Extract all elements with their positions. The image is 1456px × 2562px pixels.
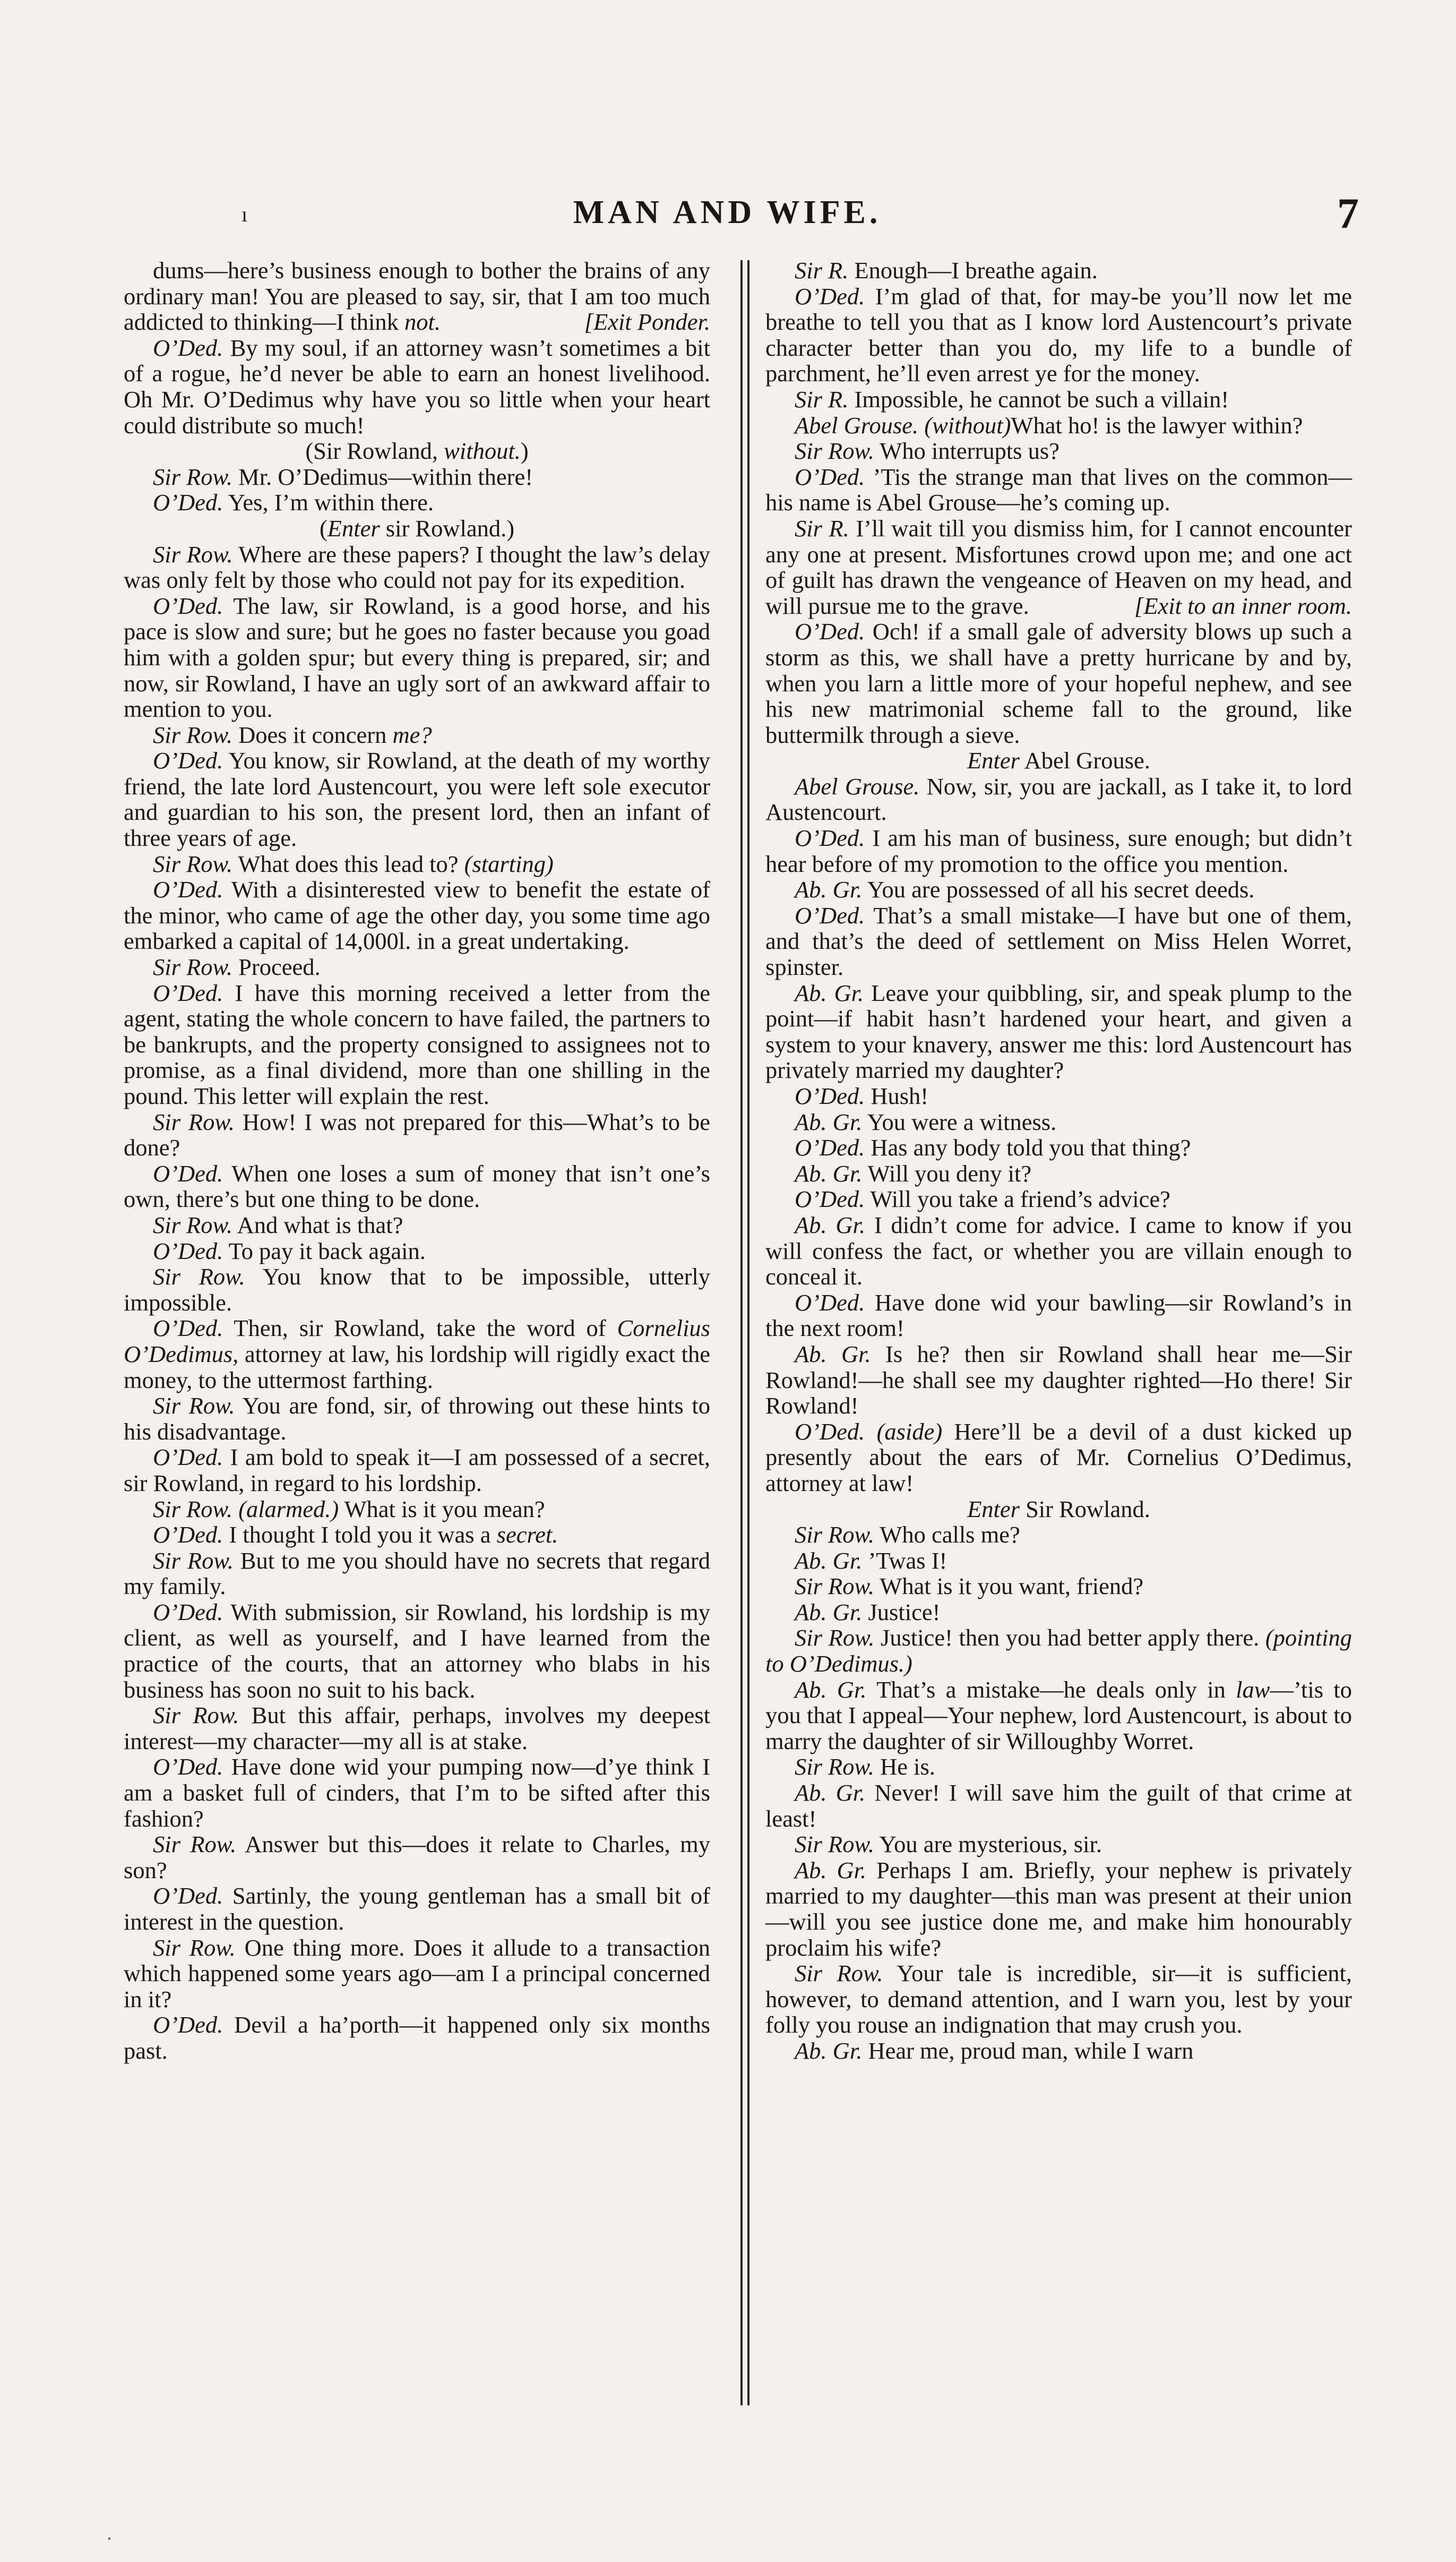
line-text-rest: Here’ll be a devil of a dust kicked up presently about the ears of Mr. Cornelius O’Dedimus, attorney at law!	[765, 1418, 1352, 1496]
right-column	[765, 258, 1352, 2064]
dialogue-line	[765, 1135, 1352, 1161]
speaker-name: Ab. Gr.	[795, 1340, 871, 1367]
dialogue-line	[765, 1083, 1352, 1109]
line-text: What is it you want, friend?	[880, 1573, 1144, 1600]
speaker-name: O’Ded.	[153, 979, 223, 1006]
exit-direction: [Exit Ponder.	[584, 309, 710, 336]
speaker-name: Ab. Gr.	[795, 1160, 863, 1187]
speaker-name: Sir Row.	[153, 1495, 232, 1522]
dialogue-line	[765, 258, 1352, 284]
dialogue-line	[124, 490, 710, 516]
line-text: I have this morning received a letter from the agent, stating the whole concern to have failed, the partners to be bankrupts, and the property consigned to assignees not to promise, as a final dividend, more than one shilling in the pound. This letter will explain the rest.	[124, 979, 710, 1109]
dialogue-line	[765, 1419, 1352, 1496]
exit-direction: [Exit to an inner room.	[1134, 592, 1352, 619]
dialogue-line	[765, 387, 1352, 413]
line-text: And what is that?	[237, 1211, 403, 1238]
dialogue-line	[765, 1212, 1352, 1290]
italic-text: Enter	[327, 515, 380, 542]
speaker-name: Sir Row.	[795, 1573, 874, 1600]
speaker-name: O’Ded.	[795, 1186, 865, 1213]
dialogue-line	[765, 1573, 1352, 1599]
speaker-name: Ab. Gr.	[795, 1108, 863, 1135]
speaker-name: Sir R.	[795, 385, 849, 413]
dialogue-line	[765, 1186, 1352, 1212]
speaker-name: Sir Row.	[795, 1624, 875, 1651]
speaker-name: O’Ded.	[153, 1598, 223, 1625]
speaker-name: Sir Row.	[153, 850, 232, 877]
line-text: He is.	[880, 1753, 935, 1780]
line-text: Does it concern	[238, 721, 393, 748]
line-text: With submission, sir Rowland, his lordship is my client, as well as yourself, and I have learned from the practice of the courts, that an attorney who blabs in his business has soon no suit to his back.	[124, 1598, 711, 1703]
line-text: Now, sir, you are jackall, as I take it, to lord Austencourt.	[765, 773, 1352, 826]
speaker-name: Ab. Gr.	[795, 1856, 867, 1883]
line-text: dums—here’s business enough to bother the brains of any ordinary man! You are pleased to say, sir, that I am too much addicted to thinking—I think	[124, 257, 710, 336]
italic-text: Enter	[967, 747, 1020, 774]
line-text: I’ll wait till you dismiss him, for I cannot encounter any one at present. Misfortunes crowd upon me; and one act of guilt has drawn the vengeance of Heaven on my head, and will pursue me to the grave.	[765, 515, 1352, 619]
line-text-rest: Sir Rowland.	[1019, 1495, 1150, 1522]
line-text: When one loses a sum of money that isn’t one’s own, there’s but one thing to be done.	[124, 1160, 710, 1213]
line-text: Impossible, he cannot be such a villain!	[854, 385, 1229, 413]
line-text: You were a witness.	[867, 1108, 1057, 1135]
dialogue-line	[124, 1548, 710, 1599]
speaker-name: Ab. Gr.	[795, 876, 863, 903]
speaker-name: O’Ded.	[795, 825, 865, 852]
speaker-name: O’Ded.	[153, 1315, 223, 1342]
speaker-name: Ab. Gr.	[795, 1779, 866, 1806]
italic-text: Cornelius O’Dedimus,	[124, 1315, 710, 1367]
dialogue-line	[765, 1599, 1352, 1625]
dialogue-line	[124, 542, 710, 593]
italic-text: without.	[444, 438, 521, 465]
dialogue-line	[765, 1780, 1352, 1831]
line-text: Will you deny it?	[867, 1160, 1032, 1187]
line-text: Mr. O’Dedimus—within there!	[238, 463, 533, 490]
speaker-name: Ab. Gr.	[795, 2037, 863, 2064]
line-text: Leave your quibbling, sir, and speak plump to the point—if habit hasn’t hardened your heart, and given a system to your knavery, answer me this: lord Austencourt has privately married my daughter?	[765, 979, 1352, 1084]
dialogue-line	[765, 413, 1352, 439]
dialogue-line	[765, 877, 1352, 903]
speaker-name: Ab. Gr.	[795, 1676, 867, 1703]
line-text: That’s a mistake—he deals only in	[876, 1676, 1236, 1703]
dialogue-line	[124, 1212, 710, 1238]
speaker-name: O’Ded.	[153, 2011, 223, 2038]
line-text-close: )	[520, 438, 529, 465]
italic-text: secret.	[496, 1521, 558, 1548]
line-text: (Sir Rowland,	[305, 438, 444, 465]
speaker-name: Sir R.	[795, 257, 849, 284]
dialogue-line	[765, 903, 1352, 980]
dialogue-line	[765, 2038, 1352, 2064]
line-text: Proceed.	[238, 954, 321, 981]
line-text: That’s a small mistake—I have but one of them, and that’s the deed of settlement on Miss Helen Worret, spinster.	[765, 902, 1352, 981]
speaker-name: Sir Row.	[795, 1753, 874, 1780]
stage-direction	[124, 516, 710, 542]
line-text-rest: What is it you mean?	[339, 1495, 545, 1522]
line-text: ’Twas I!	[868, 1547, 947, 1574]
speaker-name: O’Ded.	[795, 902, 865, 929]
line-text: Have done wid your bawling—sir Rowland’s in the next room!	[765, 1289, 1352, 1342]
italic-text: (starting)	[464, 850, 554, 877]
speaker-name: Abel Grouse.	[795, 412, 919, 439]
line-text: I am his man of business, sure enough; but didn’t hear before of my promotion to the office you mention.	[765, 825, 1352, 877]
dialogue-line	[124, 1935, 710, 2012]
stage-direction	[765, 1496, 1352, 1522]
dialogue-line	[124, 2012, 710, 2063]
line-text: One thing more. Does it allude to a transaction which happened some years ago—am I a principal concerned in it?	[124, 1934, 710, 2012]
dialogue-line	[765, 1960, 1352, 2038]
speaker-name: O’Ded.	[795, 463, 865, 490]
dialogue-line	[124, 258, 710, 335]
speaker-name: Sir Row.	[153, 1263, 245, 1290]
dialogue-line	[124, 1238, 710, 1264]
line-text: You are fond, sir, of throwing out these hints to his disadvantage.	[124, 1392, 711, 1445]
stage-direction	[124, 438, 710, 464]
line-text: Sartinly, the young gentleman has a small bit of interest in the question.	[124, 1882, 710, 1935]
dialogue-line	[124, 954, 710, 980]
dialogue-line	[124, 1264, 710, 1315]
speaker-name: Sir Row.	[153, 463, 232, 490]
dialogue-line	[124, 1444, 710, 1496]
speaker-name: O’Ded.	[795, 1418, 865, 1445]
dialogue-line	[765, 1677, 1352, 1754]
dialogue-line	[124, 851, 710, 877]
speaker-name: Sir Row.	[153, 1547, 234, 1574]
line-text: With a disinterested view to benefit the estate of the minor, who came of age the other day, you some time ago embarked a capital of 14,000l. in a great undertaking.	[124, 876, 710, 955]
line-text: What does this lead to?	[238, 850, 464, 877]
dialogue-line	[765, 1341, 1352, 1419]
line-text: You know that to be impossible, utterly impossible.	[124, 1263, 710, 1316]
italic-text: Enter	[967, 1495, 1020, 1522]
speaker-name: O’Ded.	[153, 1521, 223, 1548]
dialogue-line	[765, 464, 1352, 516]
dialogue-line	[124, 748, 710, 851]
line-text: Perhaps I am. Briefly, your nephew is privately married to my daughter—this man was present at their union—will you see justice done me, and make him honourably proclaim his wife?	[765, 1856, 1352, 1961]
dialogue-line	[124, 877, 710, 954]
page-number: 7	[1337, 189, 1359, 237]
dialogue-line	[124, 1599, 710, 1702]
line-text-rest: Abel Grouse.	[1019, 747, 1150, 774]
dialogue-line	[124, 1522, 710, 1548]
dialogue-line	[765, 1831, 1352, 1857]
line-text: Who interrupts us?	[880, 438, 1059, 465]
line-text-rest: sir Rowland.)	[380, 515, 515, 542]
line-text: Have done wid your pumping now—d’ye think I am a basket full of cinders, that I’m to be sifted after this fashion?	[124, 1753, 710, 1832]
speaker-name: Sir Row.	[153, 954, 232, 981]
italic-text: (alarmed.)	[238, 1495, 339, 1522]
speaker-name: Ab. Gr.	[795, 979, 864, 1006]
speaker-name: Sir Row.	[153, 541, 233, 568]
dialogue-line	[765, 825, 1352, 877]
speaker-name: Sir Row.	[795, 1831, 874, 1858]
line-text: Justice! then you had better apply there.	[881, 1624, 1265, 1651]
speaker-name: Sir Row.	[795, 438, 874, 465]
speaker-name: Sir Row.	[153, 1392, 235, 1419]
dialogue-line	[765, 1290, 1352, 1341]
dialogue-line	[765, 1625, 1352, 1676]
footer-mark: ·	[106, 2528, 113, 2549]
italic-text: me?	[392, 721, 432, 748]
line-text: I’m glad of that, for may-be you’ll now let me breathe to tell you that as I know lord Austencourt’s private character better than you do, my life to a bundle of parchment, he’ll even arrest ye for the money.	[765, 282, 1352, 387]
line-text: To pay it back again.	[228, 1237, 426, 1264]
line-text: Is he? then sir Rowland shall hear me—Sir Rowland!—he shall see my daughter righted—Ho there! Sir Rowland!	[765, 1340, 1352, 1419]
line-text: But to me you should have no secrets that regard my family.	[124, 1547, 710, 1600]
line-text: Hush!	[871, 1083, 929, 1109]
speaker-name: O’Ded.	[795, 1134, 865, 1161]
line-text: But this affair, perhaps, involves my deepest interest—my character—my all is at stake.	[124, 1702, 710, 1754]
speaker-name: O’Ded.	[153, 1882, 223, 1909]
line-text: Answer but this—does it relate to Charles, my son?	[124, 1831, 711, 1883]
speaker-name: O’Ded.	[153, 747, 223, 774]
speaker-name: Sir Row.	[153, 1702, 239, 1729]
line-text: The law, sir Rowland, is a good horse, and his pace is slow and sure; but he goes no faster because you goad him with a golden spur; but every thing is prepared, sir; and now, sir Rowland, I have an ugly sort of an awkward affair to mention to you.	[124, 592, 710, 723]
line-text: Justice!	[868, 1598, 941, 1625]
dialogue-line	[124, 1883, 710, 1934]
speaker-name: Ab. Gr.	[795, 1547, 863, 1574]
line-text-rest: What ho! is the lawyer within?	[1011, 412, 1303, 439]
stage-direction	[765, 748, 1352, 774]
speaker-name: Sir Row.	[153, 1831, 237, 1858]
dialogue-line	[765, 284, 1352, 387]
line-text: I didn’t come for advice. I came to know if you will confess the fact, or whether you are villain enough to conceal it.	[765, 1211, 1352, 1290]
dialogue-line	[124, 722, 710, 748]
line-text: Devil a ha’porth—it happened only six months past.	[124, 2011, 710, 2064]
line-text: How! I was not prepared for this—What’s to be done?	[124, 1108, 710, 1161]
line-text: Your tale is incredible, sir—it is sufficient, however, to demand attention, and I warn you, lest by your folly you rouse an indignation that may crush you.	[765, 1960, 1352, 2038]
speaker-name: O’Ded.	[153, 1160, 223, 1187]
speaker-name: Sir Row.	[795, 1521, 874, 1548]
column-rule-right	[747, 260, 749, 2405]
dialogue-line	[765, 438, 1352, 464]
page-header	[96, 188, 1359, 247]
speaker-name: O’Ded.	[153, 1753, 223, 1780]
italic-text: (without)	[924, 412, 1011, 439]
speaker-name: Sir Row.	[153, 1108, 235, 1135]
line-text: Och! if a small gale of adversity blows up such a storm as this, we shall have a pretty hurricane by and by, when you larn a little more of your hopeful nephew, and see his new matrimonial scheme fall to the ground, like buttermilk through a sieve.	[765, 618, 1352, 748]
dialogue-line	[765, 1161, 1352, 1187]
dialogue-line	[765, 774, 1352, 825]
line-text: ’Tis the strange man that lives on the common—his name is Abel Grouse—he’s coming up.	[765, 463, 1352, 516]
italic-text: not.	[404, 309, 441, 336]
line-text: Never! I will save him the guilt of that crime at least!	[765, 1779, 1352, 1832]
line-text: (	[319, 515, 328, 542]
dialogue-line	[124, 1754, 710, 1831]
line-text: I thought I told you it was a	[229, 1521, 497, 1548]
speaker-name: Abel Grouse.	[795, 773, 920, 800]
line-text-rest: —’tis to you that I appeal—Your nephew, lord Austencourt, is about to marry the daughter of sir Willoughby Worret.	[765, 1676, 1352, 1754]
speaker-name: O’Ded.	[153, 1444, 223, 1471]
speaker-name: Sir Row.	[153, 1211, 232, 1238]
dialogue-line	[124, 1109, 710, 1161]
dialogue-line	[765, 1754, 1352, 1780]
line-text: Where are these papers? I thought the law’s delay was only felt by those who could not pay for its expedition.	[124, 541, 710, 594]
running-title: MAN AND WIFE.	[573, 194, 882, 230]
line-text: You are possessed of all his secret deeds.	[867, 876, 1255, 903]
speaker-name: O’Ded.	[153, 334, 223, 361]
speaker-name: O’Ded.	[795, 618, 865, 645]
speaker-name: O’Ded.	[153, 1237, 223, 1264]
line-text: You know, sir Rowland, at the death of my worthy friend, the late lord Austencourt, you were left sole executor and guardian to his son, the present lord, then an infant of three years of age.	[124, 747, 710, 852]
line-text: Who calls me?	[880, 1521, 1020, 1548]
speaker-name: O’Ded.	[795, 1083, 865, 1109]
left-column	[124, 258, 710, 2064]
dialogue-line	[124, 1161, 710, 1212]
italic-text: law	[1236, 1676, 1270, 1703]
speaker-name: Ab. Gr.	[795, 1598, 863, 1625]
italic-text: (aside)	[876, 1418, 943, 1445]
speaker-name: Sir Row.	[153, 1934, 236, 1961]
header-mark: ı	[242, 202, 248, 226]
dialogue-line	[124, 1831, 710, 1883]
column-rule-left	[740, 260, 743, 2405]
speaker-name: O’Ded.	[795, 1289, 865, 1316]
speaker-name: Sir Row.	[795, 1960, 883, 1987]
italic-text: (pointing to O’Dedimus.)	[765, 1624, 1352, 1677]
speaker-name: Sir Row.	[153, 721, 232, 748]
line-text: Then, sir Rowland, take the word of	[234, 1315, 617, 1342]
dialogue-line	[124, 980, 710, 1109]
speaker-name: Sir R.	[795, 515, 849, 542]
line-text: Has any body told you that thing?	[871, 1134, 1191, 1161]
speaker-name: O’Ded.	[153, 876, 223, 903]
dialogue-line	[124, 335, 710, 438]
line-text: Yes, I’m within there.	[228, 489, 434, 516]
dialogue-line	[124, 464, 710, 490]
dialogue-line	[124, 1315, 710, 1393]
dialogue-line	[765, 516, 1352, 619]
dialogue-line	[124, 593, 710, 722]
dialogue-line	[765, 1109, 1352, 1135]
dialogue-line	[765, 1857, 1352, 1960]
speaker-name: Ab. Gr.	[795, 1211, 866, 1238]
dialogue-line	[765, 1522, 1352, 1548]
line-text: Will you take a friend’s advice?	[870, 1186, 1170, 1213]
dialogue-line	[765, 619, 1352, 748]
line-text: By my soul, if an attorney wasn’t sometimes a bit of a rogue, he’d never be able to earn an honest livelihood. Oh Mr. O’Dedimus why have you so little when your heart could distribute so much!	[124, 334, 710, 439]
line-text: Enough—I breathe again.	[854, 257, 1098, 284]
line-text: I am bold to speak it—I am possessed of a secret, sir Rowland, in regard to his lordship.	[124, 1444, 710, 1496]
line-text: Hear me, proud man, while I warn	[868, 2037, 1194, 2064]
line-text-rest: attorney at law, his lordship will rigidly exact the money, to the uttermost farthing.	[124, 1340, 710, 1393]
speaker-name: O’Ded.	[153, 592, 223, 619]
dialogue-line	[124, 1702, 710, 1754]
speaker-name: O’Ded.	[795, 282, 865, 310]
dialogue-line	[124, 1496, 710, 1522]
dialogue-line	[765, 1548, 1352, 1574]
line-text: You are mysterious, sir.	[879, 1831, 1102, 1858]
dialogue-line	[124, 1393, 710, 1444]
speaker-name: O’Ded.	[153, 489, 223, 516]
dialogue-line	[765, 980, 1352, 1083]
